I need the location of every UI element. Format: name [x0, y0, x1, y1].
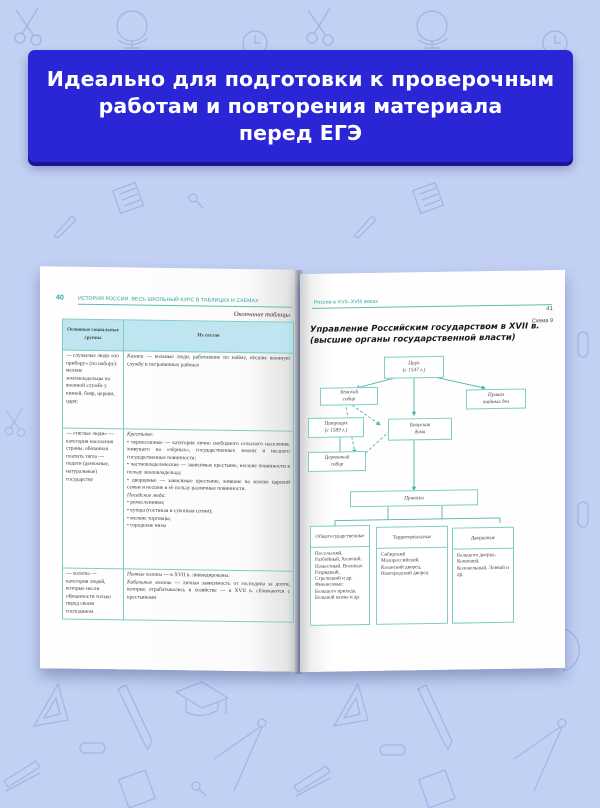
left-page [40, 266, 298, 672]
graduation-cap-icon [172, 680, 232, 724]
definition: — личная зависимость от господина за долги, которые отрабатывались в хозяйстве — в XVII в. сближаются с крестьянами [127, 579, 290, 601]
composition-cell [124, 351, 294, 431]
box-sublabel: (с 1547 г.) [402, 367, 426, 374]
box-sublabel: тайных дел [482, 398, 510, 406]
globe-icon [410, 4, 456, 50]
compass-icon [510, 715, 574, 795]
pencil-icon [50, 210, 80, 240]
pen-icon [112, 685, 156, 751]
paperclip-icon [575, 500, 591, 530]
scissors-icon [8, 4, 48, 48]
pencil-icon [350, 210, 380, 240]
paperclip-icon [575, 330, 591, 360]
banner-line-2: работам и повторения материала [98, 93, 503, 118]
column-body: Большого дворца, Конюшей, Колокольный, Ловчий и др. [457, 552, 509, 578]
box-label: Приказы [404, 494, 424, 502]
right-running-head: Россия в XVII–XVIII веках [314, 298, 378, 306]
schema-title-line-2: (высшие органы государственной власти) [310, 331, 516, 345]
pen-icon [412, 685, 456, 751]
prikaz-column-national [310, 525, 370, 626]
table-row [63, 568, 294, 622]
globe-icon [110, 4, 156, 50]
secret-affairs-prikaz-box [466, 389, 526, 410]
scissors-icon [0, 400, 30, 444]
schema-label: Схема 9 [531, 318, 553, 325]
box-sublabel: собор [342, 396, 356, 403]
schema-title-line-1: Управление Российским государством в XVII в. [310, 320, 540, 334]
definition: — вольные люди, работавшие по найму, нёсшие военную службу в пограничных районах [127, 353, 290, 369]
triangle-ruler-icon [30, 680, 74, 730]
composition-cell [124, 569, 294, 622]
page-number: 41 [546, 306, 553, 313]
prikaz-column-palace [452, 527, 514, 624]
column-header: Общегосударственные [311, 526, 369, 548]
right-page [300, 270, 565, 672]
list-item: • ремесленники; [127, 500, 290, 510]
social-groups-table [62, 319, 294, 623]
column-header: Дворцовые [453, 528, 513, 550]
composition-cell [124, 429, 294, 571]
compass-icon [210, 715, 274, 795]
church-council-box [308, 451, 366, 472]
list-item: • мелкие торговцы; [127, 515, 290, 525]
term: Казаки [127, 353, 144, 360]
table-row [63, 428, 294, 571]
box-label: Приказ [487, 392, 505, 399]
pushpin-icon [185, 190, 205, 210]
table-header-row [63, 319, 294, 353]
box-label: Патриарх [324, 420, 348, 428]
page-number: 40 [56, 294, 64, 302]
box-sublabel: дума [414, 429, 426, 436]
term: Крестьяне: [127, 431, 154, 438]
stapler-icon [0, 755, 44, 795]
list-item: • дворцовые — зависимые крестьяне, жившие на землях царской семьи и несшие в её пользу различные повинности. [127, 477, 290, 494]
column-header: Их состав [124, 320, 294, 353]
promo-banner [28, 50, 573, 162]
list-item: • черносошные — категория лично свободного сельского населения, живущего на «чёрных», государственных землях и несшего государственные повинности; [127, 439, 290, 464]
table-row [63, 350, 294, 431]
table-caption: Окончание таблицы [233, 310, 290, 319]
group-cell: — служилые люди «по прибору» (по набору): мелкие землевладельцы на военной службе у князей, бояр, церкви, царя; [63, 350, 124, 429]
calculator-icon [115, 768, 159, 808]
peasant-list [127, 439, 290, 494]
banner-line-3: перед ЕГЭ [238, 120, 363, 145]
prikazy-box [350, 489, 478, 507]
banner-line-1: Идеально для подготовки к проверочным [46, 66, 555, 91]
list-item: • городские низы [127, 523, 290, 533]
box-label: Боярская [409, 422, 431, 429]
header-rule [78, 304, 292, 308]
boyar-duma-box [388, 418, 452, 441]
box-label: Церковный [324, 454, 350, 462]
paperclip-icon [378, 742, 408, 758]
triangle-ruler-icon [330, 680, 374, 730]
calculator-icon [415, 768, 459, 808]
list-item: • частновладельческие — зависимые крестьяне, несшие повинности в пользу землевладельца; [127, 462, 290, 479]
term: Посадские люди: [127, 492, 166, 499]
column-body: Посольский, Разбойный, Холопий, Поместный. Военные: Разрядный, Стрелецкий и др. Финансовые: Большого прихода, Большой казны и др. [315, 550, 364, 601]
list-item: • купцы (гостиная и суконная сотни); [127, 507, 290, 517]
tsar-box [384, 356, 444, 379]
group-cell: — холопы — категория людей, которые несли обязанности только перед своим господином [63, 568, 124, 619]
box-label: Земский [339, 389, 359, 396]
prikaz-column-territorial [376, 526, 448, 625]
box-label: Царь [408, 360, 420, 367]
zemsky-sobor-box [320, 387, 378, 406]
patriarch-box [308, 417, 364, 438]
column-body: Сибирский Малороссийский, Казанский дворец, Новгородский дворец [381, 551, 429, 577]
box-sublabel: собор [330, 461, 344, 468]
group-cell: — «тяглые люди» — категория населения страны, обязанная платить тягло — подати (денежные, натуральные) государству [63, 428, 124, 569]
calculator-icon [410, 180, 446, 216]
calculator-icon [110, 180, 146, 216]
term: Полные холопы [127, 571, 163, 578]
definition: — в XVII в. ликвидированы. [162, 571, 230, 579]
book-title: ИСТОРИЯ РОССИИ. ВЕСЬ ШКОЛЬНЫЙ КУРС В ТАБЛИЦАХ И СХЕМАХ [78, 295, 259, 305]
pushpin-icon [188, 778, 208, 798]
scissors-icon [300, 4, 340, 48]
stapler-icon [290, 760, 334, 800]
paperclip-icon [78, 740, 108, 756]
open-book [38, 262, 570, 682]
left-running-head [56, 294, 259, 304]
column-header: Территориальные [377, 527, 447, 549]
townspeople-list [127, 500, 290, 533]
term: Кабальные холопы [127, 579, 172, 586]
column-header: Основные социальные группы [63, 319, 124, 351]
box-sublabel: (с 1589 г.) [324, 427, 348, 434]
